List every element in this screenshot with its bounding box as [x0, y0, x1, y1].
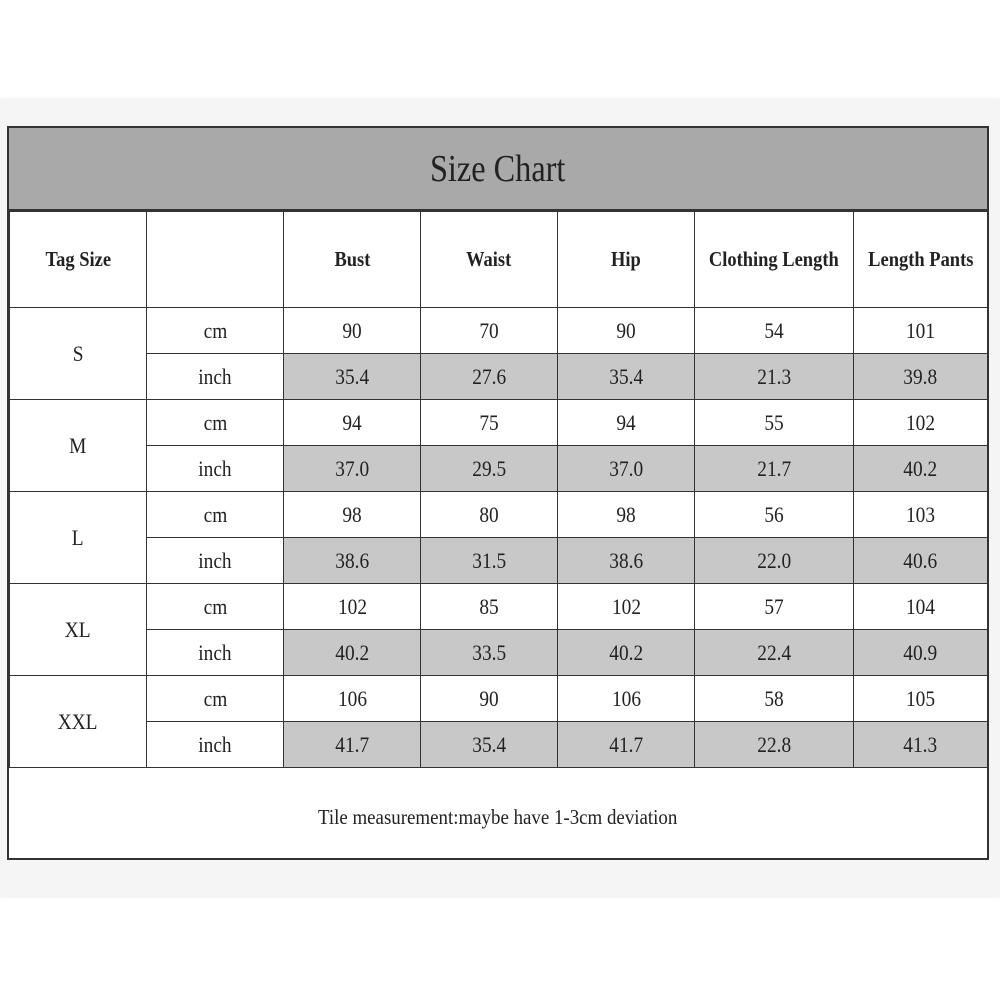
table-row	[10, 492, 988, 538]
measurement-cell: 106	[284, 676, 421, 722]
table-row	[10, 538, 988, 584]
measurement-cell: 54	[695, 308, 854, 354]
measurement-cell: 102	[284, 584, 421, 630]
table-row	[10, 400, 988, 446]
header-cell: Clothing Length	[695, 212, 854, 308]
measurement-cell: 56	[695, 492, 854, 538]
size-table	[9, 211, 988, 768]
measurement-cell: 35.4	[421, 722, 558, 768]
table-row	[10, 308, 988, 354]
measurement-cell: 22.0	[695, 538, 854, 584]
unit-cell: inch	[147, 722, 284, 768]
header-cell: Bust	[284, 212, 421, 308]
measurement-cell: 40.2	[558, 630, 695, 676]
measurement-cell: 22.4	[695, 630, 854, 676]
header-cell	[147, 212, 284, 308]
measurement-cell: 90	[421, 676, 558, 722]
measurement-cell: 90	[284, 308, 421, 354]
header-cell: Hip	[558, 212, 695, 308]
measurement-cell: 37.0	[558, 446, 695, 492]
tag-size-cell: S	[10, 308, 147, 400]
tag-size-cell: XL	[10, 584, 147, 676]
measurement-cell: 98	[284, 492, 421, 538]
measurement-cell: 35.4	[558, 354, 695, 400]
unit-cell: cm	[147, 584, 284, 630]
chart-title-bar	[9, 128, 987, 211]
measurement-cell: 94	[284, 400, 421, 446]
unit-cell: cm	[147, 492, 284, 538]
table-row	[10, 722, 988, 768]
measurement-cell: 39.8	[854, 354, 988, 400]
unit-cell: cm	[147, 676, 284, 722]
measurement-cell: 38.6	[558, 538, 695, 584]
unit-cell: inch	[147, 538, 284, 584]
size-chart	[7, 126, 989, 860]
chart-title: Size Chart	[430, 147, 566, 190]
measurement-cell: 21.3	[695, 354, 854, 400]
table-row	[10, 630, 988, 676]
measurement-cell: 58	[695, 676, 854, 722]
measurement-cell: 101	[854, 308, 988, 354]
unit-cell: inch	[147, 446, 284, 492]
measurement-note	[9, 776, 987, 858]
measurement-cell: 29.5	[421, 446, 558, 492]
tag-size-cell: M	[10, 400, 147, 492]
measurement-cell: 33.5	[421, 630, 558, 676]
measurement-cell: 27.6	[421, 354, 558, 400]
measurement-cell: 80	[421, 492, 558, 538]
measurement-cell: 40.9	[854, 630, 988, 676]
measurement-cell: 57	[695, 584, 854, 630]
measurement-cell: 98	[558, 492, 695, 538]
measurement-cell: 37.0	[284, 446, 421, 492]
measurement-cell: 22.8	[695, 722, 854, 768]
measurement-cell: 90	[558, 308, 695, 354]
measurement-cell: 41.7	[284, 722, 421, 768]
measurement-cell: 38.6	[284, 538, 421, 584]
measurement-cell: 94	[558, 400, 695, 446]
measurement-cell: 104	[854, 584, 988, 630]
measurement-cell: 31.5	[421, 538, 558, 584]
header-cell: Waist	[421, 212, 558, 308]
measurement-cell: 21.7	[695, 446, 854, 492]
measurement-cell: 102	[558, 584, 695, 630]
table-row	[10, 446, 988, 492]
table-row	[10, 354, 988, 400]
measurement-cell: 106	[558, 676, 695, 722]
note-text: Tile measurement:maybe have 1-3cm deviation	[318, 804, 678, 829]
header-cell: Length Pants	[854, 212, 988, 308]
measurement-cell: 103	[854, 492, 988, 538]
measurement-cell: 40.2	[284, 630, 421, 676]
unit-cell: cm	[147, 308, 284, 354]
unit-cell: inch	[147, 354, 284, 400]
unit-cell: inch	[147, 630, 284, 676]
measurement-cell: 85	[421, 584, 558, 630]
measurement-cell: 40.2	[854, 446, 988, 492]
measurement-cell: 75	[421, 400, 558, 446]
measurement-cell: 40.6	[854, 538, 988, 584]
measurement-cell: 105	[854, 676, 988, 722]
tag-size-cell: XXL	[10, 676, 147, 768]
header-row	[10, 212, 988, 308]
measurement-cell: 41.7	[558, 722, 695, 768]
unit-cell: cm	[147, 400, 284, 446]
measurement-cell: 102	[854, 400, 988, 446]
measurement-cell: 35.4	[284, 354, 421, 400]
measurement-cell: 55	[695, 400, 854, 446]
header-cell: Tag Size	[10, 212, 147, 308]
measurement-cell: 41.3	[854, 722, 988, 768]
measurement-cell: 70	[421, 308, 558, 354]
tag-size-cell: L	[10, 492, 147, 584]
table-row	[10, 584, 988, 630]
table-row	[10, 676, 988, 722]
